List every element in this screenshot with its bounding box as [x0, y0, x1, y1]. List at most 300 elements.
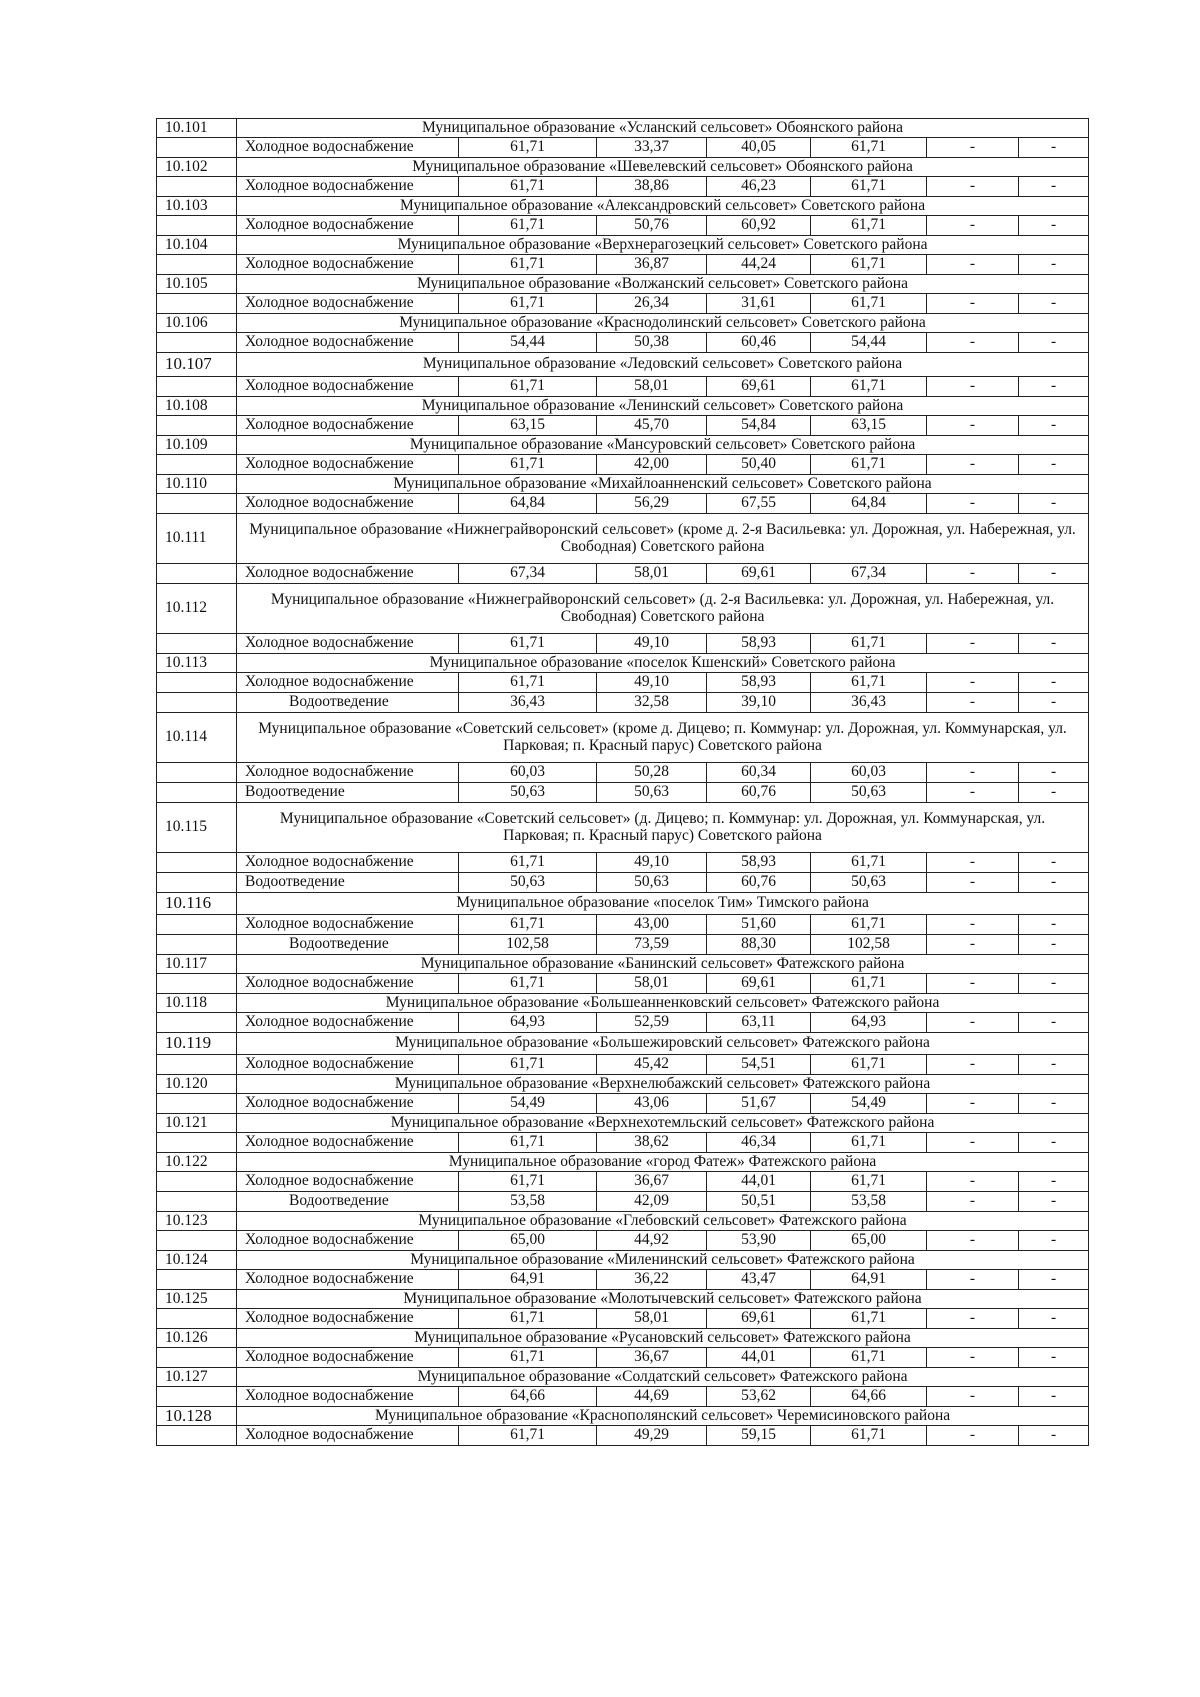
tariff-value: 50,38 [597, 333, 707, 353]
municipality-title: Муниципальное образование «Мансуровский сельсовет» Советского района [237, 436, 1089, 455]
municipality-title: Муниципальное образование «Краснодолинский сельсовет» Советского района [237, 314, 1089, 333]
section-number: 10.115 [157, 803, 237, 853]
section-header-row [157, 1329, 1089, 1348]
section-number: 10.113 [157, 654, 237, 673]
section-header-row [157, 1033, 1089, 1055]
tariff-value: 50,63 [597, 783, 707, 803]
service-name: Холодное водоснабжение [237, 1055, 459, 1075]
service-name: Водоотведение [237, 873, 459, 893]
service-name: Водоотведение [237, 783, 459, 803]
table-row [157, 177, 1089, 197]
tariff-value: - [927, 255, 1019, 275]
tariff-value: 60,76 [707, 783, 811, 803]
service-name: Холодное водоснабжение [237, 1387, 459, 1407]
tariff-value: 26,34 [597, 294, 707, 314]
tariff-value: 44,01 [707, 1172, 811, 1192]
tariff-value: 61,71 [811, 1133, 927, 1153]
tariff-value: 61,71 [459, 634, 597, 654]
tariff-value: - [927, 634, 1019, 654]
tariff-value: 67,34 [459, 564, 597, 584]
tariff-value: 61,71 [811, 255, 927, 275]
empty-number-cell [157, 1055, 237, 1075]
municipality-title: Муниципальное образование «Миленинский сельсовет» Фатежского района [237, 1251, 1089, 1270]
tariff-value: - [927, 1231, 1019, 1251]
tariff-value: 61,71 [811, 634, 927, 654]
section-number: 10.116 [157, 893, 237, 915]
tariff-value: - [927, 974, 1019, 994]
tariff-value: 36,67 [597, 1348, 707, 1368]
tariff-value: 53,58 [459, 1192, 597, 1212]
tariff-value: 49,10 [597, 634, 707, 654]
empty-number-cell [157, 1270, 237, 1290]
table-row [157, 1348, 1089, 1368]
table-row [157, 693, 1089, 713]
section-header-row [157, 893, 1089, 915]
municipality-title: Муниципальное образование «Волжанский сельсовет» Советского района [237, 275, 1089, 294]
tariff-value: - [927, 494, 1019, 514]
section-header-row [157, 197, 1089, 216]
tariff-value: 61,71 [811, 853, 927, 873]
service-name: Холодное водоснабжение [237, 255, 459, 275]
section-number: 10.125 [157, 1290, 237, 1309]
municipality-title: Муниципальное образование «Михайлоанненский сельсовет» Советского района [237, 475, 1089, 494]
tariff-value: - [927, 853, 1019, 873]
tariff-value: - [1019, 1309, 1089, 1329]
tariff-value: 61,71 [459, 255, 597, 275]
tariff-value: 61,71 [459, 177, 597, 197]
section-number: 10.118 [157, 994, 237, 1013]
section-number: 10.128 [157, 1407, 237, 1426]
tariff-value: - [927, 333, 1019, 353]
tariff-value: 54,44 [459, 333, 597, 353]
tariff-value: 64,84 [811, 494, 927, 514]
empty-number-cell [157, 1309, 237, 1329]
table-row [157, 564, 1089, 584]
empty-number-cell [157, 294, 237, 314]
table-row [157, 333, 1089, 353]
service-name: Водоотведение [237, 935, 459, 955]
empty-number-cell [157, 693, 237, 713]
table-row [157, 1133, 1089, 1153]
tariff-value: 60,92 [707, 216, 811, 236]
tariff-value: 61,71 [811, 974, 927, 994]
service-name: Холодное водоснабжение [237, 1231, 459, 1251]
tariff-value: 54,51 [707, 1055, 811, 1075]
tariff-value: - [927, 1055, 1019, 1075]
tariff-value: - [1019, 564, 1089, 584]
table-row [157, 853, 1089, 873]
service-name: Холодное водоснабжение [237, 673, 459, 693]
section-header-row [157, 713, 1089, 763]
table-row [157, 873, 1089, 893]
tariff-value: 58,01 [597, 974, 707, 994]
table-row [157, 1426, 1089, 1446]
tariff-value: 61,71 [459, 1309, 597, 1329]
tariff-value: - [1019, 1013, 1089, 1033]
tariff-value: - [1019, 177, 1089, 197]
tariff-value: 54,49 [459, 1094, 597, 1114]
tariff-value: 50,63 [811, 873, 927, 893]
tariff-value: 38,86 [597, 177, 707, 197]
tariff-value: 36,67 [597, 1172, 707, 1192]
tariff-value: - [927, 693, 1019, 713]
tariff-value: 61,71 [459, 1055, 597, 1075]
municipality-title: Муниципальное образование «Банинский сельсовет» Фатежского района [237, 955, 1089, 974]
tariff-value: 102,58 [811, 935, 927, 955]
tariff-value: - [1019, 693, 1089, 713]
tariff-value: 44,69 [597, 1387, 707, 1407]
service-name: Холодное водоснабжение [237, 1270, 459, 1290]
tariff-value: 61,71 [459, 377, 597, 397]
table-row [157, 1094, 1089, 1114]
service-name: Холодное водоснабжение [237, 564, 459, 584]
tariff-value: 61,71 [459, 1348, 597, 1368]
tariff-table [156, 118, 1089, 1446]
tariff-value: 61,71 [811, 455, 927, 475]
section-number: 10.107 [157, 353, 237, 377]
tariff-value: 64,66 [811, 1387, 927, 1407]
tariff-value: 54,84 [707, 416, 811, 436]
municipality-title: Муниципальное образование «Верхнехотемльский сельсовет» Фатежского района [237, 1114, 1089, 1133]
tariff-value: - [1019, 1055, 1089, 1075]
service-name: Водоотведение [237, 1192, 459, 1212]
empty-number-cell [157, 783, 237, 803]
empty-number-cell [157, 915, 237, 935]
empty-number-cell [157, 255, 237, 275]
tariff-value: 88,30 [707, 935, 811, 955]
tariff-value: - [1019, 1192, 1089, 1212]
tariff-value: 53,58 [811, 1192, 927, 1212]
tariff-value: 36,87 [597, 255, 707, 275]
tariff-value: - [927, 1013, 1019, 1033]
table-row [157, 1387, 1089, 1407]
tariff-value: 61,71 [459, 1133, 597, 1153]
tariff-value: 60,46 [707, 333, 811, 353]
municipality-title: Муниципальное образование «поселок Кшенский» Советского района [237, 654, 1089, 673]
section-number: 10.105 [157, 275, 237, 294]
tariff-value: 61,71 [459, 216, 597, 236]
tariff-value: 67,55 [707, 494, 811, 514]
tariff-value: - [1019, 974, 1089, 994]
service-name: Холодное водоснабжение [237, 763, 459, 783]
municipality-title: Муниципальное образование «Верхнерагозецкий сельсовет» Советского района [237, 236, 1089, 255]
service-name: Холодное водоснабжение [237, 416, 459, 436]
tariff-value: 60,76 [707, 873, 811, 893]
tariff-value: - [927, 1094, 1019, 1114]
tariff-value: 61,71 [811, 1309, 927, 1329]
tariff-value: 44,01 [707, 1348, 811, 1368]
tariff-value: 61,71 [811, 377, 927, 397]
tariff-value: 63,11 [707, 1013, 811, 1033]
service-name: Холодное водоснабжение [237, 1172, 459, 1192]
empty-number-cell [157, 935, 237, 955]
section-header-row [157, 584, 1089, 634]
section-number: 10.121 [157, 1114, 237, 1133]
tariff-value: - [1019, 634, 1089, 654]
tariff-value: 61,71 [459, 915, 597, 935]
section-header-row [157, 119, 1089, 138]
section-number: 10.101 [157, 119, 237, 138]
section-header-row [157, 236, 1089, 255]
table-row [157, 1309, 1089, 1329]
tariff-value: - [1019, 763, 1089, 783]
section-header-row [157, 475, 1089, 494]
tariff-value: 61,71 [459, 974, 597, 994]
table-row [157, 915, 1089, 935]
tariff-value: 43,06 [597, 1094, 707, 1114]
table-row [157, 1231, 1089, 1251]
section-number: 10.127 [157, 1368, 237, 1387]
tariff-value: 61,71 [811, 915, 927, 935]
service-name: Холодное водоснабжение [237, 1348, 459, 1368]
tariff-value: - [927, 294, 1019, 314]
tariff-value: - [927, 873, 1019, 893]
table-row [157, 416, 1089, 436]
tariff-value: 65,00 [811, 1231, 927, 1251]
tariff-value: - [1019, 255, 1089, 275]
municipality-title: Муниципальное образование «Большежировский сельсовет» Фатежского района [237, 1033, 1089, 1055]
municipality-title: Муниципальное образование «Советский сельсовет» (кроме д. Дицево; п. Коммунар: ул. Дорожная, ул. Коммунарская, ул. Парковая; п. Красный парус) Советского района [237, 713, 1089, 763]
tariff-value: - [927, 1348, 1019, 1368]
empty-number-cell [157, 416, 237, 436]
section-header-row [157, 654, 1089, 673]
section-header-row [157, 314, 1089, 333]
tariff-value: 61,71 [459, 673, 597, 693]
tariff-value: 102,58 [459, 935, 597, 955]
tariff-value: - [1019, 1231, 1089, 1251]
tariff-value: 69,61 [707, 1309, 811, 1329]
section-number: 10.119 [157, 1033, 237, 1055]
tariff-value: 58,93 [707, 853, 811, 873]
tariff-value: 44,92 [597, 1231, 707, 1251]
tariff-value: 46,34 [707, 1133, 811, 1153]
empty-number-cell [157, 1133, 237, 1153]
municipality-title: Муниципальное образование «Нижнеграйворонский сельсовет» (кроме д. 2-я Васильевка: ул. Дорожная, ул. Набережная, ул. Свободная) Советского района [237, 514, 1089, 564]
tariff-value: 45,42 [597, 1055, 707, 1075]
table-row [157, 935, 1089, 955]
tariff-value: 49,10 [597, 853, 707, 873]
tariff-value: - [927, 935, 1019, 955]
tariff-value: 58,01 [597, 564, 707, 584]
section-number: 10.124 [157, 1251, 237, 1270]
table-row [157, 216, 1089, 236]
empty-number-cell [157, 1348, 237, 1368]
table-row [157, 294, 1089, 314]
tariff-value: 36,43 [811, 693, 927, 713]
section-number: 10.106 [157, 314, 237, 333]
municipality-title: Муниципальное образование «Верхнелюбажский сельсовет» Фатежского района [237, 1075, 1089, 1094]
section-number: 10.108 [157, 397, 237, 416]
tariff-value: 54,44 [811, 333, 927, 353]
tariff-value: - [927, 1309, 1019, 1329]
section-header-row [157, 1251, 1089, 1270]
section-number: 10.117 [157, 955, 237, 974]
tariff-value: 54,49 [811, 1094, 927, 1114]
tariff-value: 61,71 [811, 177, 927, 197]
service-name: Холодное водоснабжение [237, 216, 459, 236]
empty-number-cell [157, 634, 237, 654]
table-row [157, 634, 1089, 654]
empty-number-cell [157, 873, 237, 893]
tariff-value: - [927, 455, 1019, 475]
service-name: Холодное водоснабжение [237, 177, 459, 197]
service-name: Холодное водоснабжение [237, 853, 459, 873]
tariff-value: 51,67 [707, 1094, 811, 1114]
municipality-title: Муниципальное образование «Молотычевский сельсовет» Фатежского района [237, 1290, 1089, 1309]
tariff-value: 69,61 [707, 377, 811, 397]
table-row [157, 1270, 1089, 1290]
tariff-value: - [927, 763, 1019, 783]
tariff-value: 58,01 [597, 1309, 707, 1329]
service-name: Холодное водоснабжение [237, 333, 459, 353]
tariff-value: 61,71 [811, 1055, 927, 1075]
empty-number-cell [157, 1387, 237, 1407]
tariff-value: 49,10 [597, 673, 707, 693]
tariff-value: 61,71 [811, 216, 927, 236]
tariff-value: 50,40 [707, 455, 811, 475]
tariff-value: 64,66 [459, 1387, 597, 1407]
tariff-value: 36,43 [459, 693, 597, 713]
section-number: 10.114 [157, 713, 237, 763]
service-name: Холодное водоснабжение [237, 1309, 459, 1329]
tariff-value: 51,60 [707, 915, 811, 935]
empty-number-cell [157, 763, 237, 783]
service-name: Холодное водоснабжение [237, 377, 459, 397]
municipality-title: Муниципальное образование «Краснополянский сельсовет» Черемисиновского района [237, 1407, 1089, 1426]
table-row [157, 455, 1089, 475]
tariff-value: 46,23 [707, 177, 811, 197]
empty-number-cell [157, 494, 237, 514]
municipality-title: Муниципальное образование «Глебовский сельсовет» Фатежского района [237, 1212, 1089, 1231]
table-row [157, 673, 1089, 693]
tariff-value: 60,03 [459, 763, 597, 783]
service-name: Холодное водоснабжение [237, 494, 459, 514]
tariff-value: 61,71 [459, 1426, 597, 1446]
tariff-value: 64,93 [459, 1013, 597, 1033]
tariff-value: - [1019, 494, 1089, 514]
tariff-value: - [1019, 673, 1089, 693]
table-row [157, 494, 1089, 514]
tariff-value: 58,01 [597, 377, 707, 397]
section-number: 10.104 [157, 236, 237, 255]
tariff-value: - [1019, 377, 1089, 397]
municipality-title: Муниципальное образование «Александровский сельсовет» Советского района [237, 197, 1089, 216]
tariff-value: - [1019, 1348, 1089, 1368]
section-header-row [157, 803, 1089, 853]
tariff-value: 50,63 [459, 783, 597, 803]
tariff-value: 40,05 [707, 138, 811, 158]
tariff-value: - [1019, 1387, 1089, 1407]
empty-number-cell [157, 216, 237, 236]
tariff-value: 64,84 [459, 494, 597, 514]
empty-number-cell [157, 1231, 237, 1251]
tariff-value: - [927, 673, 1019, 693]
tariff-value: 38,62 [597, 1133, 707, 1153]
tariff-value: - [1019, 333, 1089, 353]
service-name: Холодное водоснабжение [237, 1094, 459, 1114]
municipality-title: Муниципальное образование «Усланский сельсовет» Обоянского района [237, 119, 1089, 138]
empty-number-cell [157, 1192, 237, 1212]
tariff-value: 58,93 [707, 634, 811, 654]
tariff-value: - [927, 1133, 1019, 1153]
tariff-value: 63,15 [459, 416, 597, 436]
section-header-row [157, 1075, 1089, 1094]
municipality-title: Муниципальное образование «Ленинский сельсовет» Советского района [237, 397, 1089, 416]
tariff-value: 32,58 [597, 693, 707, 713]
empty-number-cell [157, 974, 237, 994]
service-name: Холодное водоснабжение [237, 1133, 459, 1153]
empty-number-cell [157, 1172, 237, 1192]
tariff-value: 61,71 [459, 294, 597, 314]
section-header-row [157, 1153, 1089, 1172]
tariff-value: - [1019, 853, 1089, 873]
tariff-value: - [927, 783, 1019, 803]
table-row [157, 783, 1089, 803]
tariff-value: 50,63 [459, 873, 597, 893]
municipality-title: Муниципальное образование «Советский сельсовет» (д. Дицево; п. Коммунар: ул. Дорожная, ул. Коммунарская, ул. Парковая; п. Красный парус) Советского района [237, 803, 1089, 853]
table-row [157, 974, 1089, 994]
service-name: Холодное водоснабжение [237, 1013, 459, 1033]
service-name: Холодное водоснабжение [237, 455, 459, 475]
table-row [157, 1192, 1089, 1212]
empty-number-cell [157, 455, 237, 475]
section-number: 10.120 [157, 1075, 237, 1094]
table-row [157, 255, 1089, 275]
empty-number-cell [157, 1013, 237, 1033]
tariff-value: 42,00 [597, 455, 707, 475]
empty-number-cell [157, 853, 237, 873]
tariff-value: 61,71 [811, 294, 927, 314]
tariff-value: 61,71 [459, 138, 597, 158]
tariff-value: 44,24 [707, 255, 811, 275]
tariff-value: - [927, 377, 1019, 397]
section-number: 10.102 [157, 158, 237, 177]
tariff-value: 59,15 [707, 1426, 811, 1446]
tariff-value: - [927, 564, 1019, 584]
tariff-value: 43,47 [707, 1270, 811, 1290]
table-row [157, 377, 1089, 397]
municipality-title: Муниципальное образование «Большеанненковский сельсовет» Фатежского района [237, 994, 1089, 1013]
tariff-value: - [927, 216, 1019, 236]
section-header-row [157, 1368, 1089, 1387]
tariff-value: 64,91 [811, 1270, 927, 1290]
section-header-row [157, 353, 1089, 377]
section-number: 10.111 [157, 514, 237, 564]
tariff-value: - [1019, 416, 1089, 436]
tariff-value: - [1019, 138, 1089, 158]
empty-number-cell [157, 377, 237, 397]
tariff-value: - [927, 177, 1019, 197]
section-header-row [157, 1114, 1089, 1133]
tariff-value: 50,51 [707, 1192, 811, 1212]
section-header-row [157, 1290, 1089, 1309]
tariff-value: 64,93 [811, 1013, 927, 1033]
tariff-value: - [1019, 1094, 1089, 1114]
tariff-value: - [927, 1426, 1019, 1446]
tariff-value: 69,61 [707, 564, 811, 584]
section-number: 10.112 [157, 584, 237, 634]
tariff-value: 39,10 [707, 693, 811, 713]
tariff-value: 42,09 [597, 1192, 707, 1212]
tariff-value: 61,71 [811, 138, 927, 158]
tariff-value: 50,28 [597, 763, 707, 783]
section-number: 10.109 [157, 436, 237, 455]
tariff-value: - [927, 1172, 1019, 1192]
empty-number-cell [157, 333, 237, 353]
tariff-value: 64,91 [459, 1270, 597, 1290]
tariff-value: - [1019, 1426, 1089, 1446]
table-row [157, 138, 1089, 158]
